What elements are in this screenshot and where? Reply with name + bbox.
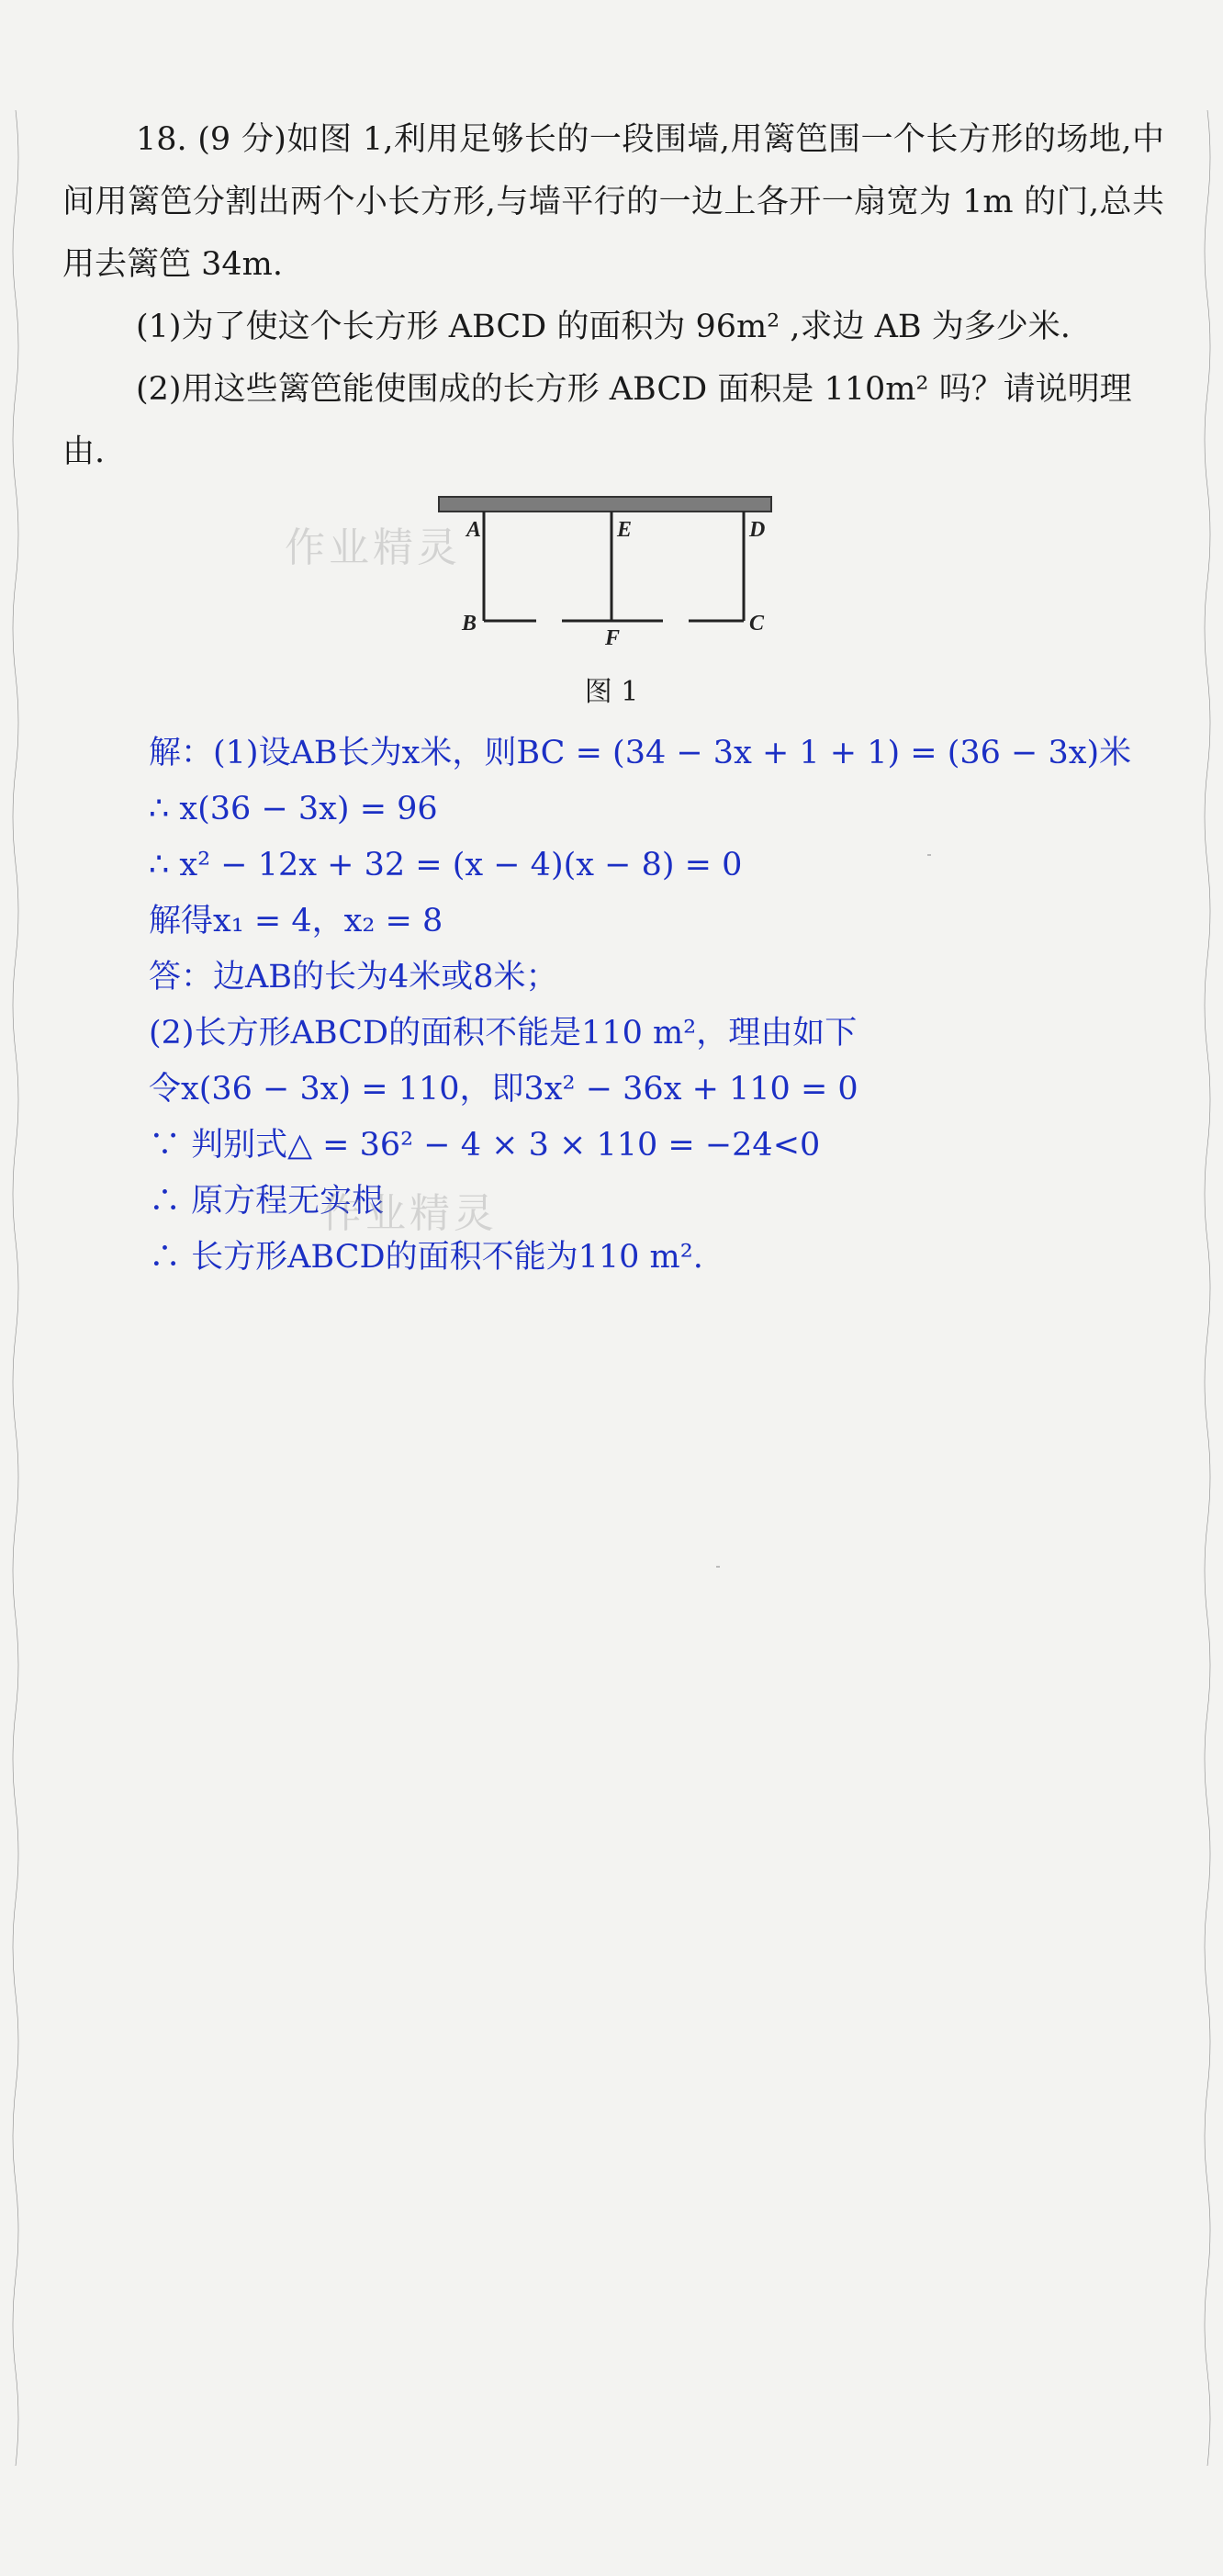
solution-line-4: 解得x₁ = 4，x₂ = 8 — [149, 903, 443, 939]
solution-line-5: 答：边AB的长为4米或8米； — [149, 959, 558, 996]
figure-caption: 图 1 — [584, 676, 639, 708]
solution-block — [149, 726, 1177, 1286]
solution-line-2: ∴ x(36 − 3x) = 96 — [149, 791, 438, 827]
label-F: F — [605, 626, 621, 650]
label-E: E — [617, 518, 633, 542]
label-A: A — [466, 518, 482, 542]
left-border-decoration — [9, 110, 22, 2466]
scan-speck — [716, 1566, 720, 1568]
solution-line-9: ∴ 原方程无实根 — [149, 1183, 385, 1220]
label-D: D — [749, 518, 766, 542]
solution-line-10: ∴ 长方形ABCD的面积不能为110 m². — [149, 1239, 703, 1276]
question-stem: 18. (9 分)如图 1,利用足够长的一段围墙,用篱笆围一个长方形的场地,中间用篱笆分割出两个小长方形,与墙平行的一边上各开一扇宽为 1m 的门,总共用去篱笆 34m. — [62, 121, 1164, 283]
solution-line-6: (2)长方形ABCD的面积不能是110 m²，理由如下 — [149, 1015, 858, 1052]
scan-speck — [927, 854, 931, 856]
solution-line-1: 解：(1)设AB长为x米，则BC = (34 − 3x + 1 + 1) = (36 − 3x)米 — [149, 735, 1132, 771]
label-C: C — [749, 612, 765, 636]
wall — [439, 497, 771, 512]
solution-line-7: 令x(36 − 3x) = 110，即3x² − 36x + 110 = 0 — [149, 1071, 858, 1108]
watermark-1: 作业精灵 — [285, 524, 461, 571]
solution-line-3: ∴ x² − 12x + 32 = (x − 4)(x − 8) = 0 — [149, 847, 743, 883]
watermark-2: 作业精灵 — [321, 1190, 498, 1237]
question-part-1: (1)为了使这个长方形 ABCD 的面积为 96m² ,求边 AB 为多少米. — [136, 309, 1071, 345]
solution-line-8: ∵ 判别式△ = 36² − 4 × 3 × 110 = −24<0 — [149, 1127, 821, 1164]
right-border-decoration — [1201, 110, 1214, 2466]
question-block — [62, 108, 1164, 483]
question-part-2: (2)用这些篱笆能使围成的长方形 ABCD 面积是 110m² 吗？请说明理由. — [62, 371, 1132, 470]
label-B: B — [462, 612, 477, 636]
